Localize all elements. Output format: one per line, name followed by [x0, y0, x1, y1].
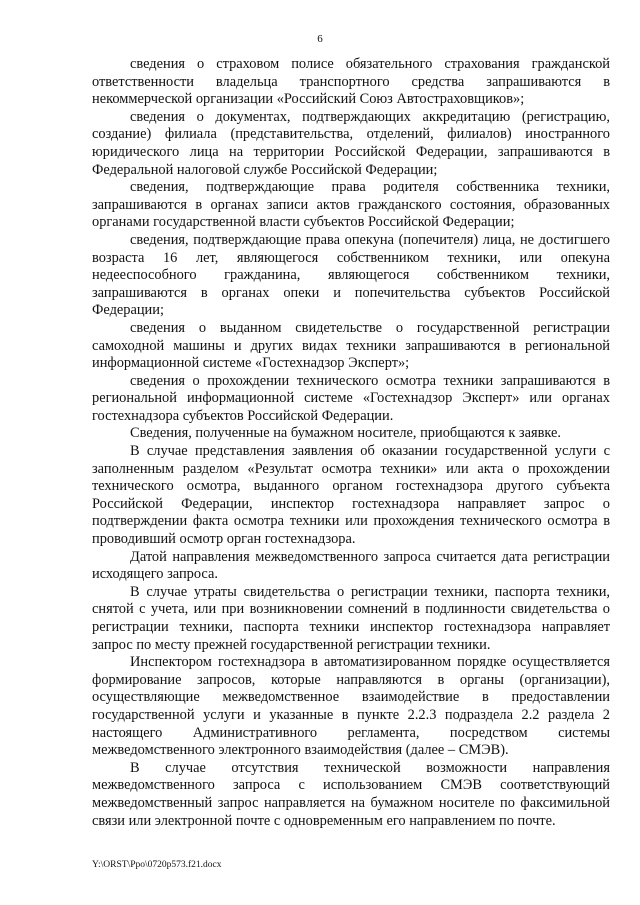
paragraph: Датой направления межведомственного запроса считается дата регистрации исходящего запроса.	[92, 548, 610, 583]
paragraph: Сведения, полученные на бумажном носителе, приобщаются к заявке.	[130, 425, 562, 442]
paragraph: сведения о прохождении технического осмотра техники запрашиваются в региональной информационной системе «Гостехнадзор Эксперт» или органах гостехнадзора субъектов Российской Федерации.	[92, 372, 610, 424]
paragraph: сведения, подтверждающие права родителя собственника техники, запрашиваются в органах записи актов гражданского состояния, образованных органами государственной власти субъектов Российской Федерации;	[92, 179, 610, 231]
paragraph: В случае отсутствия технической возможности направления межведомственного запроса с использованием СМЭВ соответствующий межведомственный запрос направляется на бумажном носителе по факсимильной связи или электронной почте с одновременным его направлением по почте.	[92, 759, 610, 829]
paragraph: сведения о выданном свидетельстве о государственной регистрации самоходной машины и других видах техники запрашиваются в региональной информационной системе «Гостехнадзор Эксперт»;	[92, 319, 610, 372]
footer-file-path: Y:\ORST\Ppo\0720p573.f21.docx	[92, 860, 222, 870]
paragraph: сведения, подтверждающие права опекуна (попечителя) лица, не достигшего возраста 16 лет, являющегося собственником техники, или опекуна недееспособного гражданина, являющегося собственником техники, запрашиваются в органах опеки и попечительства субъектов Российской Федерации;	[92, 231, 610, 319]
paragraph: В случае представления заявления об оказании государственной услуги с заполненным разделом «Результат осмотра техники» или акта о прохождении технического осмотра, выданного органом гостехнадзора другого субъекта Российской Федерации, инспектор гостехнадзора направляет запрос о подтверждении факта осмотра техники или прохождения технического осмотра в проводивший осмотр орган гостехнадзора.	[92, 443, 610, 548]
paragraph: сведения о страховом полисе обязательного страхования гражданской ответственности владельца транспортного средства запрашиваются в некоммерческой организации «Российский Союз Автостраховщиков»;	[92, 56, 610, 108]
page-number: 6	[317, 33, 323, 45]
paragraph: сведения о документах, подтверждающих аккредитацию (регистрацию, создание) филиала (представительства, отделений, филиалов) иностранного юридического лица на территории Российской Федерации, запрашиваются в Федеральной налоговой службе Российской Федерации;	[92, 108, 610, 178]
paragraph: Инспектором гостехнадзора в автоматизированном порядке осуществляется формирование запросов, которые направляются в органы (организации), осуществляющие межведомственное взаимодействие в предоставлении государственной услуги и указанные в пункте 2.2.3 подраздела 2.2 раздела 2 настоящего Административного регламента, посредством системы межведомственного электронного взаимодействия (далее – СМЭВ).	[92, 654, 610, 759]
document-body	[92, 56, 610, 830]
paragraph: В случае утраты свидетельства о регистрации техники, паспорта техники, снятой с учета, или при возникновении сомнений в подлинности свидетельства о регистрации техники, паспорта техники инспектор гостехнадзора направляет запрос по месту прежней государственной регистрации техники.	[92, 583, 610, 653]
